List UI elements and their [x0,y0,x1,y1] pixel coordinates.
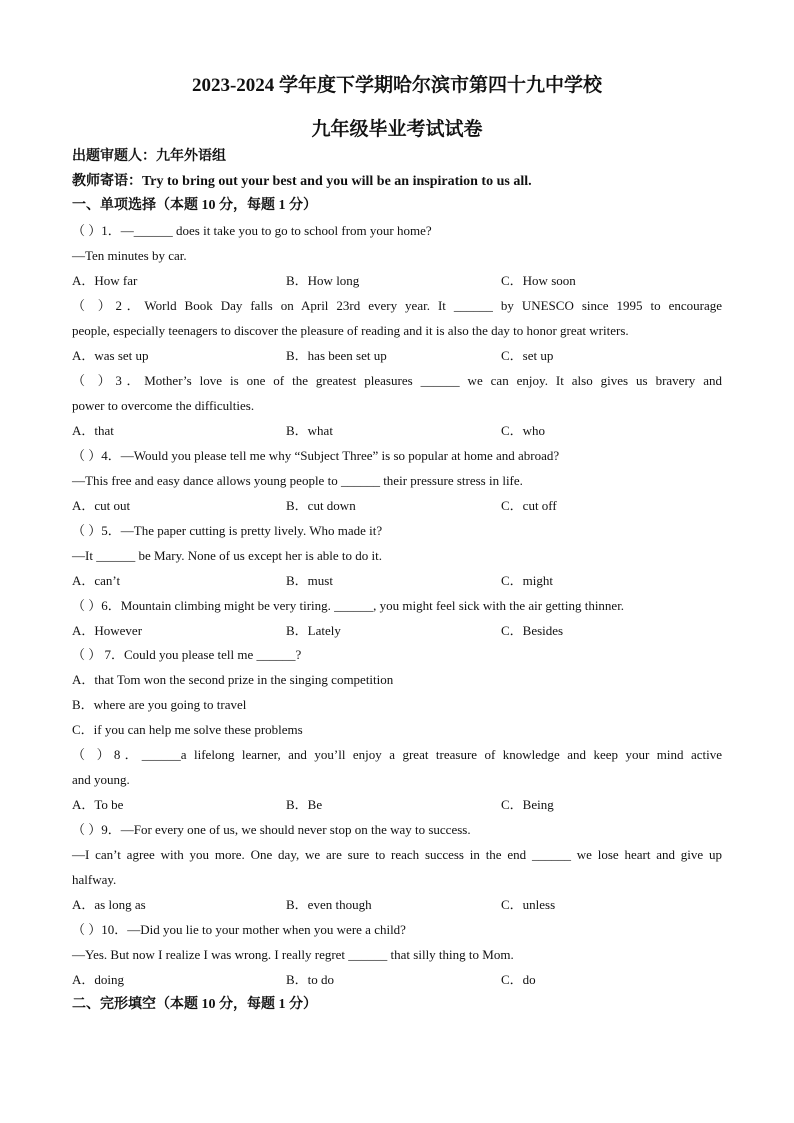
option-a: A．However [72,623,143,638]
option-b: B．How long [286,273,360,288]
answer-line: —I can’t agree with you more. One day, we are sure to reach success in the end ______ we lose heart and give up [72,847,722,862]
option-c: C．cut off [501,498,557,513]
option-a: A．that [72,423,114,438]
option-a: A．To be [72,797,124,812]
question-2-cont: people, especially teenagers to discover the pleasure of reading and it is also the day to honor great writers. [72,323,629,338]
option-a: A．as long as [72,897,146,912]
option-b: B．what [286,423,333,438]
option-b: B．even though [286,897,372,912]
question-1: （ ）1．—______ does it take you to go to school from your home? [72,223,432,238]
option-a: A．doing [72,972,125,987]
option-c: C．do [501,972,536,987]
option-c: C．Besides [501,623,564,638]
option-c: C．Being [501,797,554,812]
option-a: A．that Tom won the second prize in the singing competition [72,672,394,687]
question-3-cont: power to overcome the difficulties. [72,398,255,413]
exam-title-line1: 2023-2024 学年度下学期哈尔滨市第四十九中学校 [191,75,603,96]
answer-line: —It ______ be Mary. None of us except her is able to do it. [72,548,383,563]
option-a: A．can’t [72,573,121,588]
answer-line: —This free and easy dance allows young people to ______ their pressure stress in life. [72,473,523,488]
option-b: B．cut down [286,498,356,513]
option-a: A．was set up [72,348,149,363]
option-b: B．where are you going to travel [72,697,247,712]
section1-heading: 一、单项选择（本题 10 分，每题 1 分） [72,198,317,213]
option-c: C．How soon [501,273,576,288]
teacher-message: 教师寄语：Try to bring out your best and you will be an inspiration to us all. [72,174,532,189]
option-c: C．set up [501,348,554,363]
option-b: B．must [286,573,333,588]
question-6: （ ）6．Mountain climbing might be very tiring. ______, you might feel sick with the air getting thinner. [72,598,625,613]
section2-heading: 二、完形填空（本题 10 分，每题 1 分） [72,997,317,1012]
option-c: C．might [501,573,554,588]
answer-line: —Yes. But now I realize I was wrong. I really regret ______ that silly thing to Mom. [72,947,514,962]
option-c: C．unless [501,897,556,912]
option-b: B．Be [286,797,323,812]
setter-line: 出题审题人：九年外语组 [72,149,226,164]
option-a: A．How far [72,273,138,288]
question-9: （ ）9．—For every one of us, we should never stop on the way to success. [72,822,471,837]
option-c: C．who [501,423,546,438]
question-3: （ ）3．Mother’s love is one of the greatest pleasures ______ we can enjoy. It also gives us bravery and [72,373,722,388]
option-b: B．Lately [286,623,341,638]
answer-line-cont: halfway. [72,872,117,887]
option-b: B．has been set up [286,348,387,363]
question-10: （ ）10．—Did you lie to your mother when you were a child? [72,922,406,937]
question-5: （ ）5．—The paper cutting is pretty lively. Who made it? [72,523,383,538]
option-b: B．to do [286,972,335,987]
question-8: （ ）8．______a lifelong learner, and you’ll enjoy a great treasure of knowledge and keep your mind active [72,747,722,762]
option-a: A．cut out [72,498,131,513]
question-8-cont: and young. [72,772,130,787]
question-4: （ ）4．—Would you please tell me why “Subject Three” is so popular at home and abroad? [72,448,560,463]
answer-line: —Ten minutes by car. [72,248,187,263]
question-2: （ ）2．World Book Day falls on April 23rd every year. It ______ by UNESCO since 1995 to encourage [72,298,722,313]
exam-title-line2: 九年级毕业考试试卷 [311,119,483,140]
question-7: （ ） 7．Could you please tell me ______? [72,647,302,662]
option-c: C．if you can help me solve these problems [72,722,303,737]
